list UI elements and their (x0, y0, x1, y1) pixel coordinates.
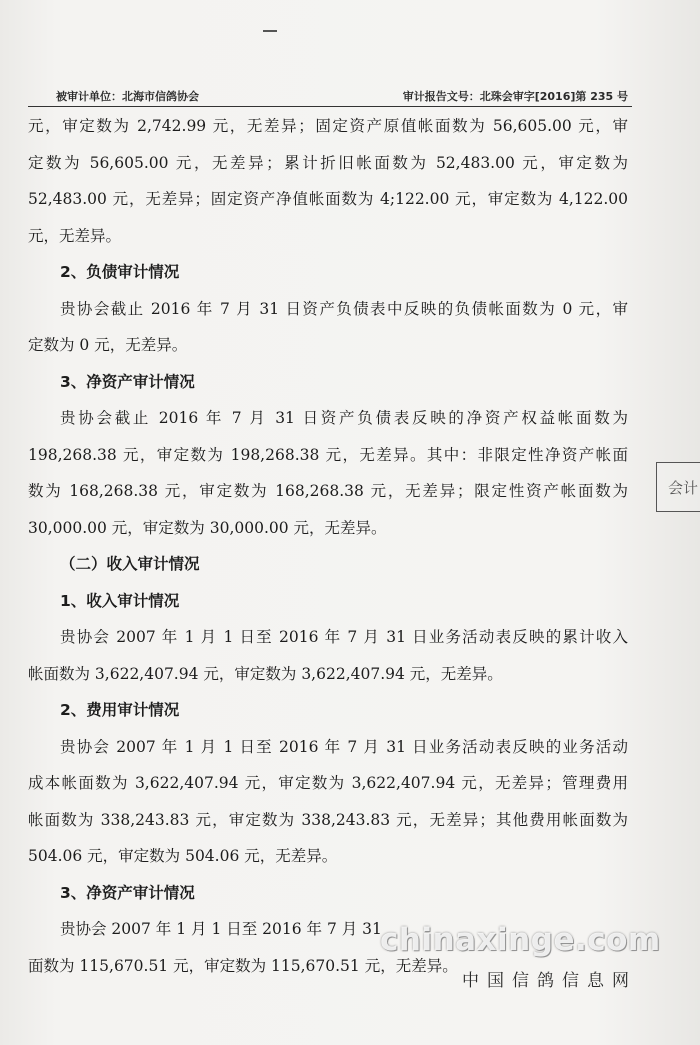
body-line: 定数为 0 元，无差异。 (28, 336, 188, 354)
side-stamp: 会计 (656, 462, 700, 512)
audited-unit: 被审计单位：北海市信鸽协会 (56, 90, 199, 103)
body-line: 帐面数为 3,622,407.94 元，审定数为 3,622,407.94 元，无差异。 (28, 664, 503, 683)
body-line: 198,268.38 元，审定数为 198,268.38 元，无差异。其中：非限定性净资产帐面 (28, 445, 628, 464)
report-number: 审计报告文号：北珠会审字[2016]第 235 号 (402, 90, 628, 103)
watermark-site-name: 中国信鸽信息网 (462, 971, 637, 991)
section-heading: 3、净资产审计情况 (60, 883, 195, 902)
section-heading: 2、负债审计情况 (60, 263, 180, 281)
section-heading: 1、收入审计情况 (60, 591, 180, 610)
body-line: 数为 168,268.38 元，审定数为 168,268.38 元，无差异；限定性资产帐面数为 (28, 482, 628, 500)
body-line: 面数为 115,670.51 元，审定数为 115,670.51 元，无差异。 (28, 956, 458, 975)
body-line: 贵协会 2007 年 1 月 1 日至 2016 年 7 月 31 日业务活动表反映的业务活动 (60, 737, 628, 756)
body-line: 元，无差异。 (28, 226, 122, 245)
body-line: 贵协会截止 2016 年 7 月 31 日资产负债表反映的净资产权益帐面数为 (60, 409, 628, 427)
body-line: 贵协会 2007 年 1 月 1 日至 2016 年 7 月 31 日业务活动表反映的累计收入 (60, 628, 628, 646)
body-line: 成本帐面数为 3,622,407.94 元，审定数为 3,622,407.94 元，无差异；管理费用 (28, 774, 628, 792)
page-header (28, 88, 628, 106)
body-line: 帐面数为 338,243.83 元，审定数为 338,243.83 元，无差异；其他费用帐面数为 (28, 810, 628, 829)
body-line: 定数为 56,605.00 元，无差异；累计折旧帐面数为 52,483.00 元，审定数为 (28, 153, 628, 172)
body-line: 元，审定数为 2,742.99 元，无差异；固定资产原值帐面数为 56,605.00 元，审 (28, 117, 628, 135)
section-heading: 2、费用审计情况 (60, 701, 180, 719)
document-body (28, 108, 628, 984)
header-rule (28, 106, 632, 107)
section-heading: 3、净资产审计情况 (60, 372, 195, 391)
body-line: 504.06 元，审定数为 504.06 元，无差异。 (28, 847, 338, 865)
section-heading: （二）收入审计情况 (60, 555, 200, 573)
body-line: 30,000.00 元，审定数为 30,000.00 元，无差异。 (28, 518, 387, 537)
watermark-url: chinaxinge.com (380, 922, 661, 958)
top-mark (263, 30, 277, 32)
body-line: 贵协会 2007 年 1 月 1 日至 2016 年 7 月 31 (60, 920, 382, 938)
body-line: 52,483.00 元，无差异；固定资产净值帐面数为 4;122.00 元，审定数为 4,122.00 (28, 190, 628, 208)
body-line: 贵协会截止 2016 年 7 月 31 日资产负债表中反映的负债帐面数为 0 元，审 (60, 299, 628, 318)
